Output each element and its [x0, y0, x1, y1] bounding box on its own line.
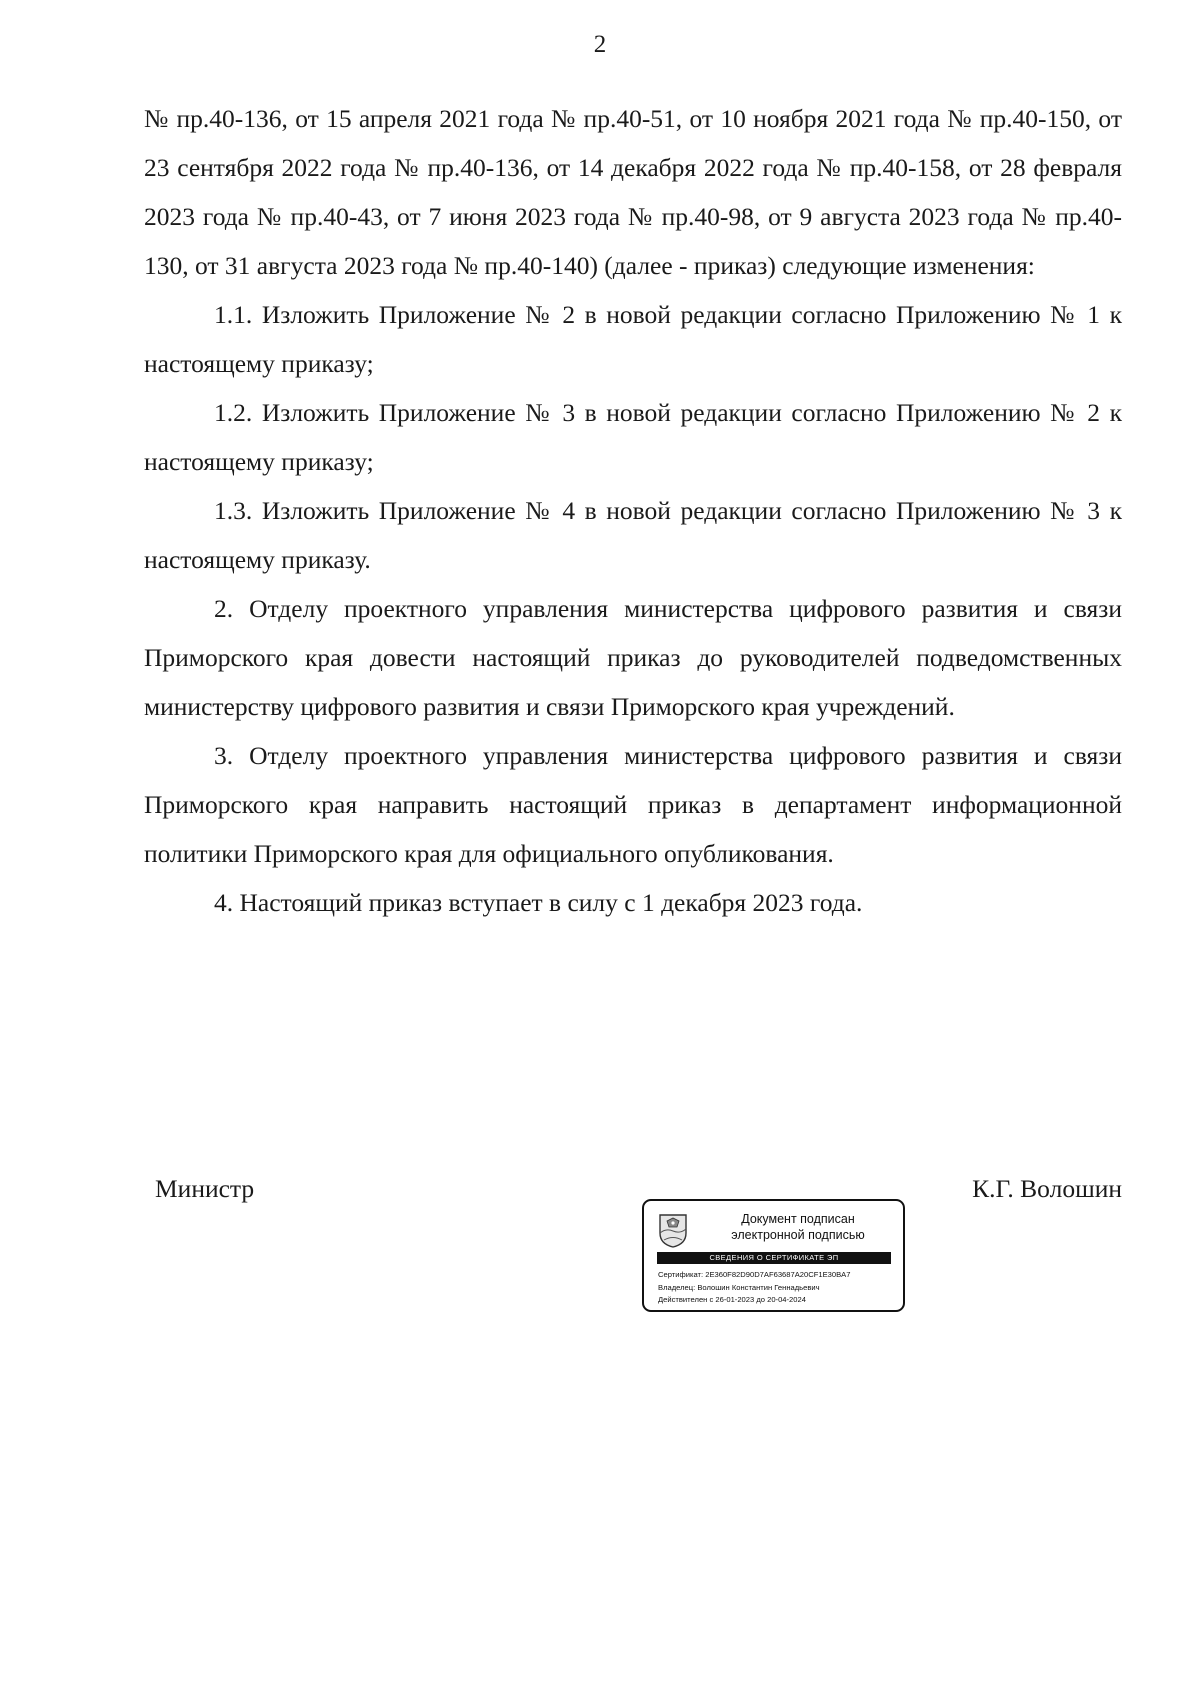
- page-number: 2: [593, 31, 607, 58]
- paragraph-item-4: 4. Настоящий приказ вступает в силу с 1 декабря 2023 года.: [214, 888, 863, 917]
- stamp-certificate-bar: СВЕДЕНИЯ О СЕРТИФИКАТЕ ЭП: [657, 1252, 891, 1264]
- stamp-header-line-2: электронной подписью: [731, 1228, 865, 1242]
- paragraph-amendments-intro: № пр.40-136, от 15 апреля 2021 года № пр.40-51, от 10 ноября 2021 года № пр.40-150, от 23 сентября 2022 года № пр.40-136, от 14 декабря 2022 года № пр.40-158, от 28 февраля 2023 года № пр.40-43, от 7 июня 2023 года № пр.40-98, от 9 августа 2023 года № пр.40-130, от 31 августа 2023 года № пр.40-140) (далее - приказ) следующие изменения:: [144, 104, 1122, 280]
- document-body: [144, 94, 1122, 927]
- paragraph-item-3: 3. Отделу проектного управления министерства цифрового развития и связи Приморского края направить настоящий приказ в департамент информационной политики Приморского края для официального опубликования.: [144, 741, 1122, 868]
- electronic-signature-stamp: [642, 1199, 905, 1312]
- stamp-certificate-owner: Владелец: Волошин Константин Геннадьевич: [658, 1282, 820, 1292]
- paragraph-item-1-3: 1.3. Изложить Приложение № 4 в новой редакции согласно Приложению № 3 к настоящему приказу.: [144, 496, 1122, 574]
- signatory-title: Министр: [155, 1174, 255, 1203]
- stamp-certificate-details: [658, 1269, 898, 1307]
- paragraph-item-2: 2. Отделу проектного управления министерства цифрового развития и связи Приморского края довести настоящий приказ до руководителей подведомственных министерству цифрового развития и связи Приморского края учреждений.: [144, 594, 1122, 721]
- signatory-name: К.Г. Волошин: [972, 1174, 1122, 1203]
- stamp-header: [694, 1211, 902, 1243]
- coat-of-arms-icon: [658, 1213, 688, 1249]
- paragraph-item-1-2: 1.2. Изложить Приложение № 3 в новой редакции согласно Приложению № 2 к настоящему приказу;: [144, 398, 1122, 476]
- stamp-certificate-validity: Действителен с 26-01-2023 до 20-04-2024: [658, 1295, 806, 1304]
- paragraph-item-1-1: 1.1. Изложить Приложение № 2 в новой редакции согласно Приложению № 1 к настоящему приказу;: [144, 300, 1122, 378]
- stamp-certificate-number: Сертификат: 2E360F82D90D7AF63687A20CF1E30BA7: [658, 1270, 851, 1279]
- stamp-header-line-1: Документ подписан: [741, 1212, 855, 1226]
